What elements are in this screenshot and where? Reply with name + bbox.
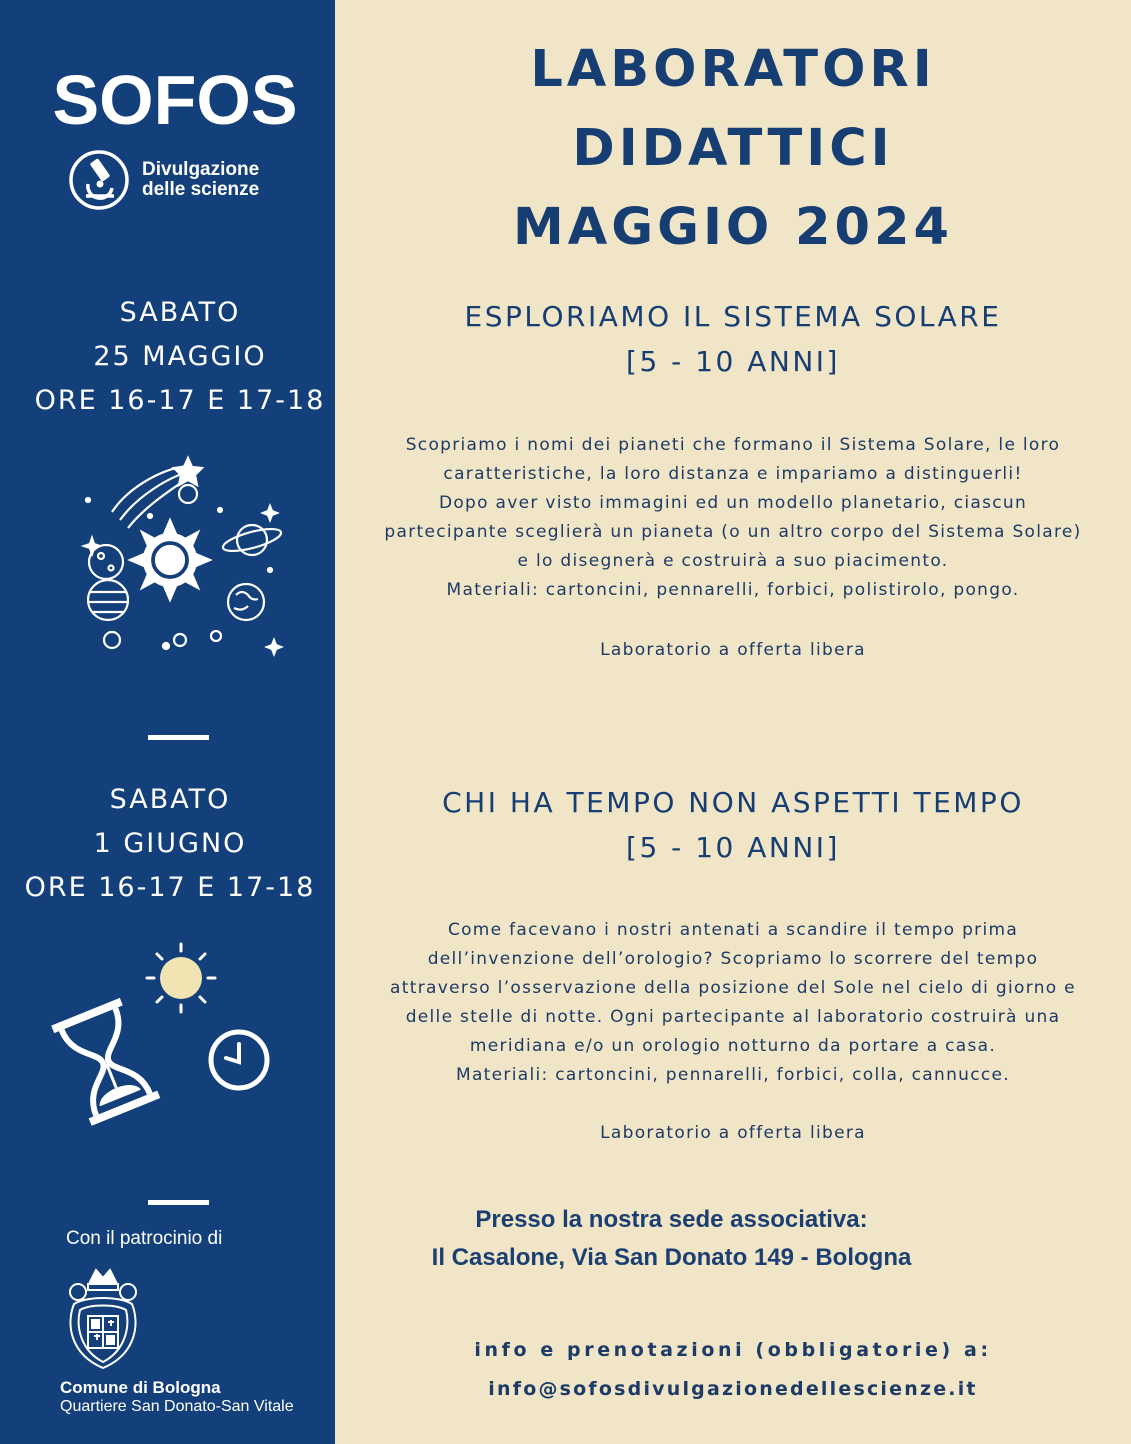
activity1-desc-line: Materiali: cartoncini, pennarelli, forbici, polistirolo, pongo. (446, 580, 1020, 600)
activity2-title: CHI HA TEMPO NON ASPETTI TEMPO (442, 786, 1024, 819)
event2-date: 1 GIUGNO (93, 828, 247, 859)
sun-icon (147, 944, 215, 1012)
earth-icon (228, 584, 264, 620)
logo-title: SOFOS (52, 61, 298, 139)
activity2-heading (335, 780, 1131, 870)
activity2-desc-line: Come facevano i nostri antenati a scandire il tempo prima (447, 920, 1019, 940)
sidebar-divider (148, 735, 209, 740)
venue-line1: Presso la nostra sede associativa: (475, 1206, 868, 1233)
activity1-desc-line: Dopo aver visto immagini ed un modello planetario, ciascun (438, 493, 1028, 513)
time-illustration (50, 940, 280, 1134)
event1-day: SABATO (119, 297, 241, 328)
activity1-desc-line: caratteristiche, la loro distanza e impariamo a distinguerli! (443, 464, 1023, 484)
hourglass-icon (53, 1002, 159, 1122)
activity2-desc-line: meridiana e/o un orologio notturno da portare a casa. (469, 1036, 997, 1056)
comune-name: Comune di Bologna (60, 1378, 221, 1397)
activity2-desc-line: delle stelle di notte. Ogni partecipante al laboratorio costruirà una (405, 1007, 1061, 1027)
logo-subtitle (142, 160, 259, 200)
activity1-desc-line: Scopriamo i nomi dei pianeti che formano il Sistema Solare, le loro (405, 435, 1061, 455)
page-title-line1: LABORATORI (530, 40, 936, 99)
event2-time: ORE 16-17 E 17-18 (24, 872, 316, 903)
sun-icon (130, 520, 210, 600)
comune-crest-logo (64, 1264, 142, 1378)
activity1-desc-line: partecipante sceglierà un pianeta (o un altro corpo del Sistema Solare) (384, 522, 1082, 542)
activity2-age: [5 - 10 ANNI] (626, 831, 840, 864)
activity1-offer: Laboratorio a offerta libera (600, 640, 866, 660)
venue-info (249, 1201, 1094, 1277)
activity2-desc-line: Materiali: cartoncini, pennarelli, forbici, colla, cannucce. (456, 1065, 1010, 1085)
activity2-offer: Laboratorio a offerta libera (600, 1123, 866, 1143)
page-title-line2: DIDATTICI (572, 119, 894, 178)
contact-email[interactable]: info@sofosdivulgazionedellescienze.it (488, 1378, 978, 1400)
activity2-desc-line: dell’invenzione dell’orologio? Scopriamo lo scorrere del tempo (427, 949, 1039, 969)
event1-date-block (0, 291, 360, 423)
event2-day: SABATO (109, 784, 231, 815)
page-title (335, 30, 1131, 267)
clock-icon (211, 1032, 267, 1088)
venue-line2: Il Casalone, Via San Donato 149 - Bologna (431, 1244, 912, 1271)
sidebar-divider (148, 1200, 209, 1205)
microscope-icon (68, 150, 132, 218)
patronage-label: Con il patrocinio di (66, 1228, 223, 1249)
activity1-description (345, 431, 1121, 605)
contact-label: info e prenotazioni (obbligatorie) a: (474, 1339, 992, 1361)
comune-district: Quartiere San Donato-San Vitale (60, 1398, 294, 1415)
activity2-desc-line: attraverso l’osservazione della posizione del Sole nel cielo di giorno e (390, 978, 1076, 998)
event2-date-block (0, 778, 350, 910)
logo-subtitle-line1: Divulgazione (142, 159, 260, 180)
event1-time: ORE 16-17 E 17-18 (34, 385, 326, 416)
jupiter-icon (88, 580, 128, 620)
main-content (335, 0, 1131, 1444)
activity1-heading (335, 294, 1131, 384)
activity1-age: [5 - 10 ANNI] (626, 345, 840, 378)
activity1-desc-line: e lo disegnerà e costruirà a suo piacimento. (517, 551, 949, 571)
activity1-title: ESPLORIAMO IL SISTEMA SOLARE (464, 300, 1002, 333)
logo-subtitle-line2: delle scienze (142, 179, 260, 200)
activity2-description (345, 916, 1121, 1090)
solar-system-illustration (70, 450, 290, 664)
event1-date: 25 MAGGIO (93, 341, 267, 372)
page-title-line3: MAGGIO 2024 (513, 198, 953, 257)
